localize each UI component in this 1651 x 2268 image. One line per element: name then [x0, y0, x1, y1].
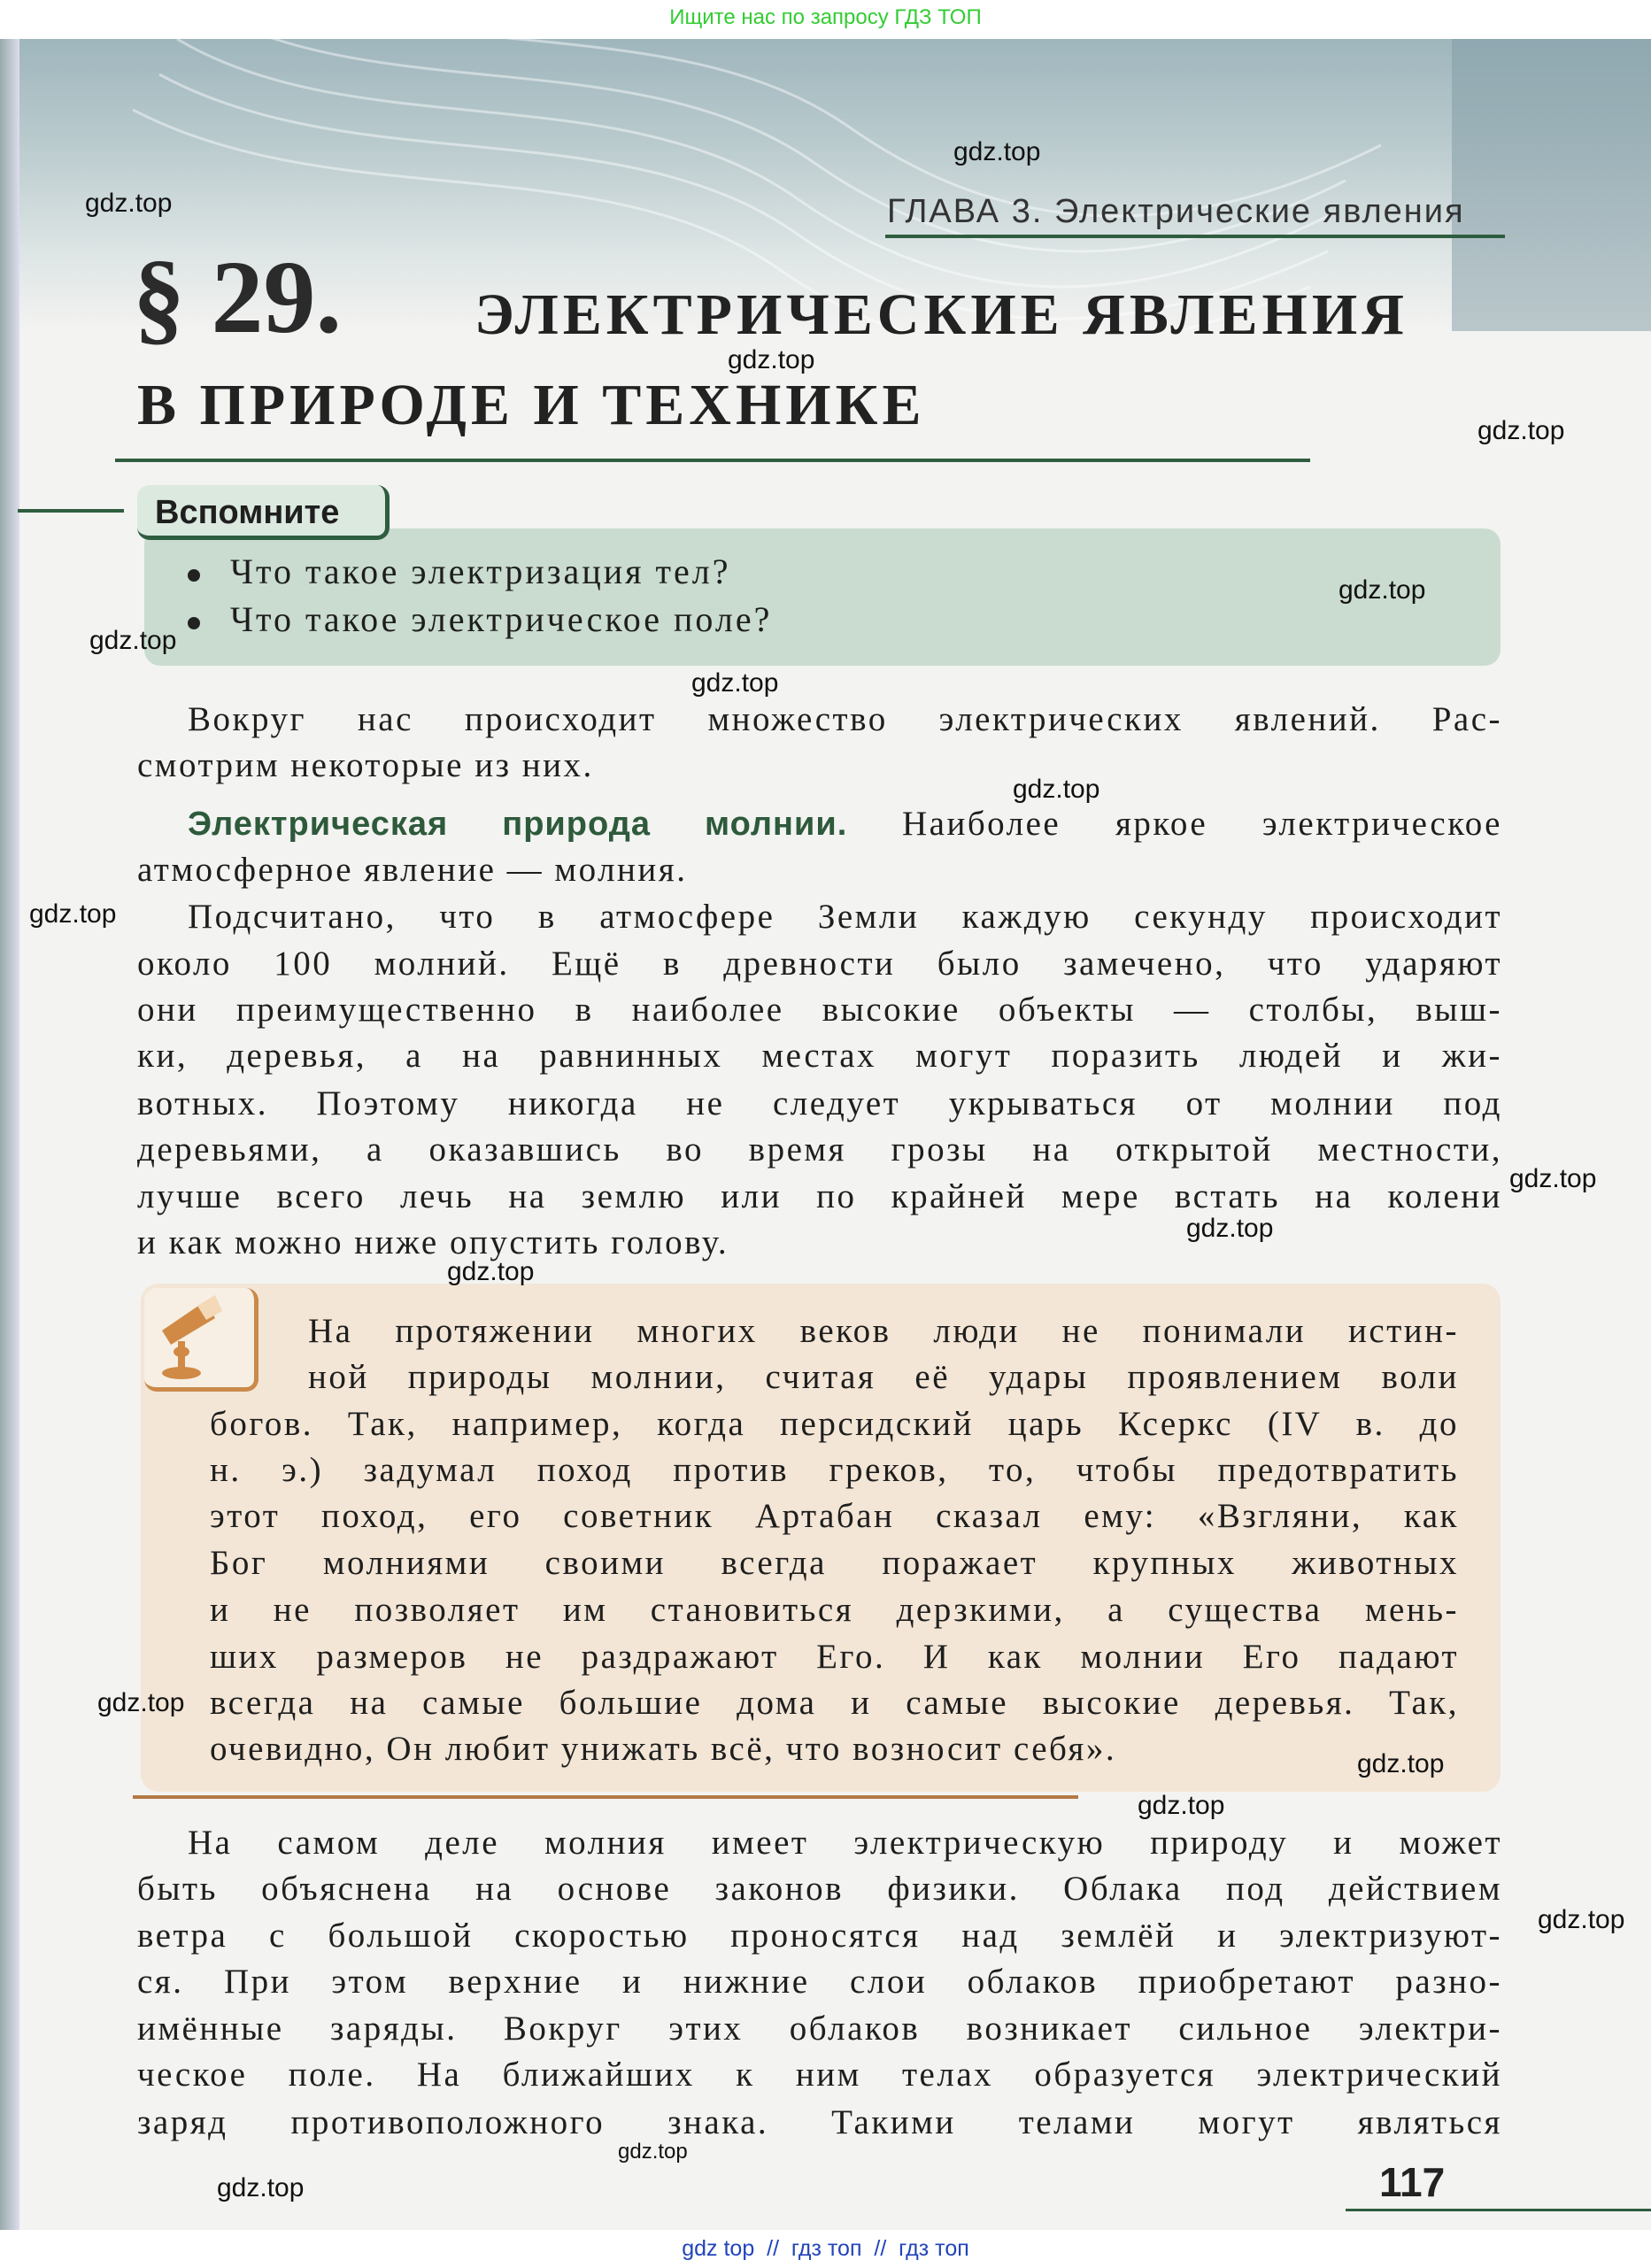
watermark: gdz.top: [1013, 775, 1100, 804]
page-number: 117: [1379, 2159, 1446, 2205]
text-line: лучше всего лечь на землю или по крайней мере встать на колени: [137, 1177, 1502, 1215]
watermark: gdz.top: [691, 668, 779, 698]
watermark: gdz.top: [89, 626, 177, 655]
note-line: На протяжении многих веков люди не понимали истин-: [308, 1312, 1459, 1350]
watermark: gdz.top: [1186, 1214, 1274, 1243]
text-line: атмосферное явление — молния.: [137, 851, 688, 889]
title-divider: [115, 459, 1310, 462]
watermark: gdz.top: [217, 2173, 305, 2202]
watermark: gdz.top: [447, 1257, 535, 1286]
text-line: ческое поле. На ближайших к ним телах образуется электрический: [137, 2056, 1502, 2094]
recall-box: [144, 528, 1501, 666]
subheading: Электрическая природа молнии.: [188, 806, 848, 843]
text-line: вотных. Поэтому никогда не следует укрываться от молнии под: [137, 1084, 1502, 1122]
watermark: gdz.top: [618, 2140, 688, 2164]
note-line: богов. Так, например, когда персидский царь Ксеркс (IV в. до: [210, 1405, 1459, 1443]
text-line: быть объяснена на основе законов физики. Облака под действием: [137, 1870, 1502, 1908]
text-line: имённые заряды. Вокруг этих облаков возникает сильное электри-: [137, 2010, 1502, 2048]
text-line: деревьями, а оказавшись во время грозы на открытой местности,: [137, 1130, 1502, 1169]
recall-question: [188, 598, 772, 640]
text-line: Вокруг нас происходит множество электрических явлений. Рас-: [188, 700, 1502, 738]
watermark: gdz.top: [1138, 1791, 1225, 1820]
watermark: gdz.top: [29, 899, 117, 929]
note-line: всегда на самые большие дома и самые высокие деревья. Так,: [210, 1684, 1459, 1722]
note-line: Бог молниями своими всегда поражает крупных животных: [210, 1544, 1459, 1582]
chapter-divider: [885, 235, 1505, 238]
text-run: Наиболее яркое электрическое: [847, 805, 1502, 843]
note-line: н. э.) задумал поход против греков, то, чтобы предотвратить: [210, 1451, 1459, 1489]
watermark: gdz.top: [1477, 416, 1565, 445]
question-text: Что такое электризация тел?: [230, 552, 731, 591]
text-line: смотрим некоторые из них.: [137, 746, 594, 784]
top-banner: Ищите нас по запросу ГДЗ ТОП: [0, 0, 1651, 39]
text-line: они преимущественно в наиболее высокие объекты — столбы, выш-: [137, 991, 1502, 1029]
note-line: очевидно, Он любит унижать всё, что возносит себя».: [210, 1730, 1117, 1768]
section-title-line2: В ПРИРОДЕ И ТЕХНИКЕ: [137, 373, 926, 437]
telescope-icon: [144, 1288, 258, 1392]
text-line: ки, деревья, а на равнинных местах могут поразить людей и жи-: [137, 1037, 1502, 1075]
question-text: Что такое электрическое поле?: [230, 599, 773, 639]
chapter-header: ГЛАВА 3. Электрические явления: [887, 193, 1465, 230]
title-divider-tail: [18, 509, 124, 513]
note-divider: [133, 1795, 1078, 1799]
watermark: gdz.top: [1538, 1905, 1625, 1934]
section-title-line1: ЭЛЕКТРИЧЕСКИЕ ЯВЛЕНИЯ: [474, 282, 1408, 347]
watermark: gdz.top: [728, 345, 815, 374]
page-number-rule: [1346, 2209, 1651, 2211]
text-line: и как можно ниже опустить голову.: [137, 1223, 729, 1261]
note-line: этот поход, его советник Артабан сказал ему: «Взгляни, как: [210, 1497, 1459, 1535]
text-line: [188, 801, 1502, 847]
watermark: gdz.top: [97, 1688, 185, 1717]
watermark: gdz.top: [1339, 575, 1426, 605]
bullet-icon: [188, 617, 200, 629]
section-number: § 29.: [133, 239, 342, 355]
text-line: ся. При этом верхние и нижние слои облаков приобретают разно-: [137, 1963, 1502, 2001]
note-line: ной природы молнии, считая её удары проявлением воли: [308, 1358, 1459, 1396]
recall-question: [188, 551, 730, 592]
recall-label: Вспомните: [137, 485, 390, 540]
bottom-banner: gdz top // гдз топ // гдз топ: [0, 2230, 1651, 2268]
bullet-icon: [188, 569, 200, 582]
text-line: ветра с большой скоростью проносятся над землёй и электризуют-: [137, 1917, 1502, 1955]
watermark: gdz.top: [85, 189, 173, 218]
book-spine: [0, 39, 19, 2230]
note-line: ших размеров не раздражают Его. И как молнии Его падают: [210, 1638, 1459, 1676]
text-line: На самом деле молния имеет электрическую природу и может: [188, 1824, 1502, 1862]
text-line: Подсчитано, что в атмосфере Земли каждую секунду происходит: [188, 898, 1502, 936]
note-line: и не позволяет им становиться дерзкими, а существа мень-: [210, 1591, 1459, 1629]
text-line: заряд противоположного знака. Такими телами могут являться: [137, 2103, 1502, 2141]
watermark: gdz.top: [1509, 1164, 1597, 1193]
text-line: около 100 молний. Ещё в древности было замечено, что ударяют: [137, 945, 1502, 983]
watermark: gdz.top: [1357, 1749, 1445, 1778]
watermark: gdz.top: [953, 137, 1041, 166]
